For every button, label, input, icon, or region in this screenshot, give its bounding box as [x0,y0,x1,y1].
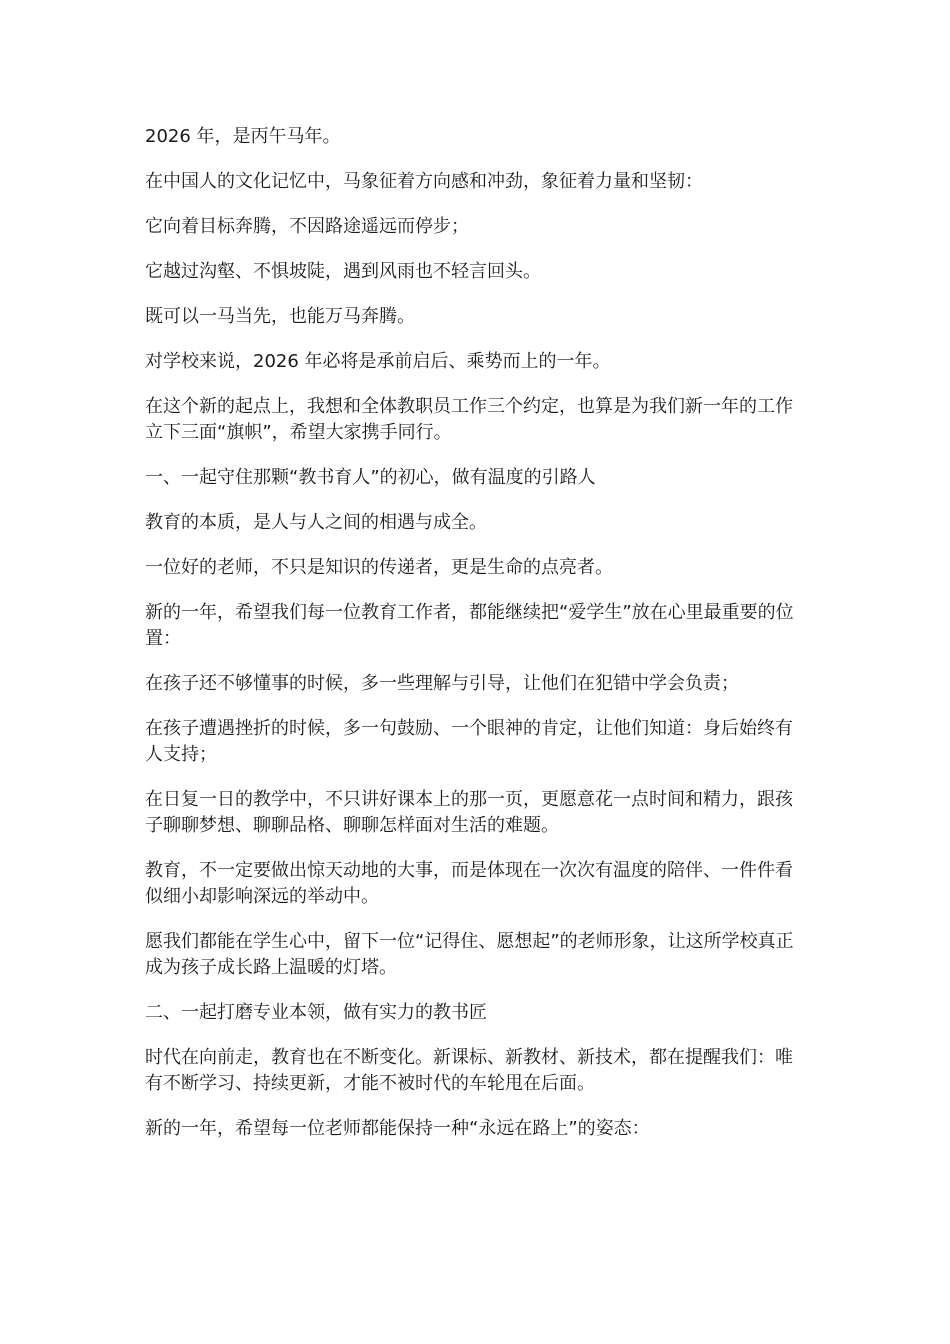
paragraph-lead: 既可以一马当先，也能万马奔腾。 [145,306,415,327]
paragraph-encouragement: 在孩子遭遇挫折的时候，多一句鼓励、一个眼神的肯定，让他们知道：身后始终有人支持； [145,718,793,765]
paragraph-three-agreements: 在这个新的起点上，我想和全体教职员工作三个约定，也算是为我们新一年的工作立下三面“旗帜”，希望大家携手同行。 [145,396,793,443]
paragraph-essence: 教育的本质，是人与人之间的相遇与成全。 [145,512,487,533]
paragraph-year-intro: 2026 年，是丙午马年。 [145,126,341,147]
paragraph-daily-teaching: 在日复一日的教学中，不只讲好课本上的那一页，更愿意花一点时间和精力，跟孩子聊聊梦想、聊聊品格、聊聊怎样面对生活的难题。 [145,789,793,836]
paragraph-changing-times: 时代在向前走，教育也在不断变化。新课标、新教材、新技术，都在提醒我们：唯有不断学习、持续更新，才能不被时代的车轮甩在后面。 [145,1047,793,1094]
paragraph-good-teacher: 一位好的老师，不只是知识的传递者，更是生命的点亮者。 [145,557,613,578]
section-heading-one: 一、一起守住那颗“教书育人”的初心，做有温度的引路人 [145,467,596,488]
paragraph-always-on-road: 新的一年，希望每一位老师都能保持一种“永远在路上”的姿态： [145,1118,650,1139]
paragraph-lighthouse: 愿我们都能在学生心中，留下一位“记得住、愿想起”的老师形象，让这所学校真正成为孩子成长路上温暖的灯塔。 [145,931,794,978]
paragraph-gallop: 它向着目标奔腾，不因路途遥远而停步； [145,216,469,237]
paragraph-understanding: 在孩子还不够懂事的时候，多一些理解与引导，让他们在犯错中学会负责； [145,673,739,694]
paragraph-cross-ravines: 它越过沟壑、不惧坡陡，遇到风雨也不轻言回头。 [145,261,541,282]
paragraph-warm-companionship: 教育，不一定要做出惊天动地的大事，而是体现在一次次有温度的陪伴、一件件看似细小却影响深远的举动中。 [145,860,793,907]
paragraph-school-year: 对学校来说，2026 年必将是承前启后、乘势而上的一年。 [145,351,611,372]
section-heading-two: 二、一起打磨专业本领，做有实力的教书匠 [145,1002,487,1023]
paragraph-horse-symbol: 在中国人的文化记忆中，马象征着方向感和冲劲，象征着力量和坚韧： [145,171,703,192]
document-body [145,124,805,1161]
paragraph-love-students: 新的一年，希望我们每一位教育工作者，都能继续把“爱学生”放在心里最重要的位置： [145,602,794,649]
